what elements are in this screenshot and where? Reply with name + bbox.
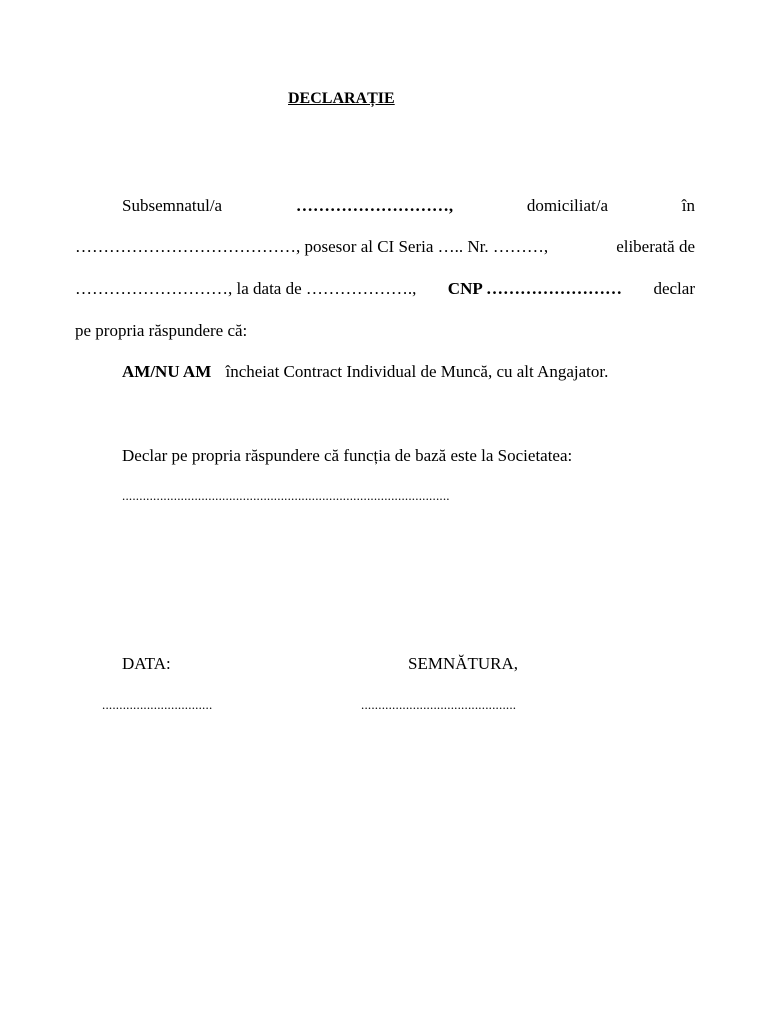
name-dots: ………………………, [295, 196, 454, 215]
signature-dots: ............................................. [361, 697, 517, 712]
subsemnatul-label: Subsemnatul/a [122, 196, 223, 215]
declaration-line-1 [75, 196, 695, 216]
address-ci-text: …………………………………, posesor al CI Seria ….. Nr. ………, [75, 237, 549, 256]
issuer-date-text: ………………………, la data de ………………., [75, 279, 417, 298]
declaration-line-4: pe propria răspundere că: [75, 321, 248, 340]
declaration-line-3 [75, 279, 695, 299]
document-title: DECLARAȚIE [288, 90, 395, 107]
eliberata-label: eliberată de [616, 237, 695, 256]
contract-option-line [122, 362, 608, 382]
cnp-field: CNP …………………… [447, 279, 623, 298]
declar-label: declar [653, 279, 695, 298]
contract-text: încheiat Contract Individual de Muncă, cu alt Angajator. [225, 362, 609, 381]
base-function-text: Declar pe propria răspundere că funcția de bază este la Societatea: [122, 446, 573, 465]
am-nu-am-option: AM/NU AM [122, 362, 212, 381]
in-label: în [681, 196, 695, 215]
domiciliat-label: domiciliat/a [526, 196, 609, 215]
date-label: DATA: [122, 654, 171, 673]
date-dots: ................................ [102, 697, 213, 712]
company-dots: ............................................................................................... [122, 488, 450, 503]
declaration-line-2 [75, 237, 695, 257]
signature-label: SEMNĂTURA, [408, 654, 519, 673]
